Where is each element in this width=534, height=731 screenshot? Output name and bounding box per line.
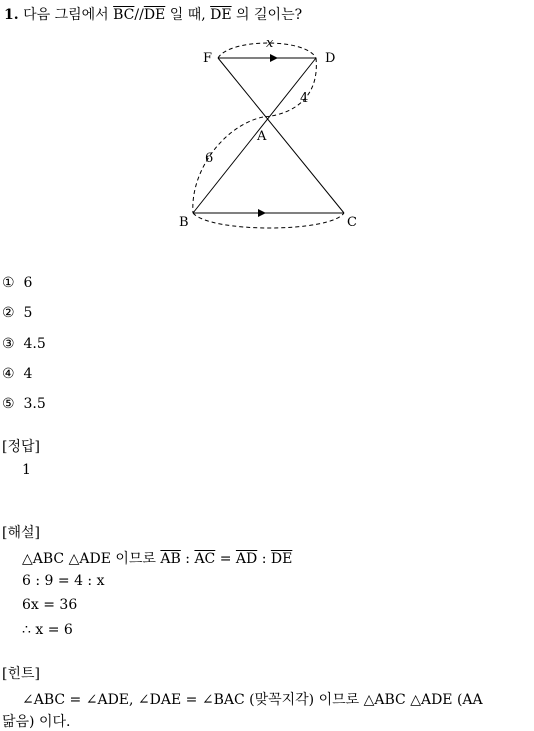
choice-1[interactable]: [2, 275, 32, 291]
label-a: A: [257, 129, 267, 144]
geometry-figure: [170, 30, 370, 240]
choice-2[interactable]: [2, 305, 32, 321]
question-text-mid: 일 때,: [165, 7, 211, 23]
label-length-x: x: [266, 36, 274, 51]
choice-5[interactable]: [2, 396, 46, 412]
arrow-fd: [270, 54, 278, 62]
arc-6: [193, 117, 263, 213]
segment-fc: [218, 58, 344, 213]
question-number: 1.: [4, 7, 19, 23]
explanation-line-4: ∴ x = 6: [22, 622, 73, 638]
colon: :: [180, 551, 195, 567]
choice-3[interactable]: [2, 336, 46, 352]
choice-value: 5: [23, 305, 33, 321]
answer-heading: [정답]: [2, 439, 40, 455]
segment-bc: $\overline{BC}$: [113, 7, 135, 23]
hint-line-2: 닮음) 이다.: [2, 714, 71, 730]
choice-value: 3.5: [23, 396, 46, 412]
explanation-line-2: 6 : 9 = 4 : x: [22, 573, 105, 589]
arrow-bc: [258, 209, 266, 217]
choice-mark: ③: [2, 336, 15, 352]
choice-mark: ④: [2, 366, 15, 382]
explanation-line-3: 6x = 36: [22, 597, 78, 613]
arc-bc: [193, 213, 344, 228]
choice-value: 6: [23, 275, 33, 291]
explanation-line-1: [22, 548, 292, 568]
choice-value: 4.5: [23, 336, 46, 352]
triangle-abc: △ABC: [22, 551, 65, 567]
choice-value: 4: [23, 366, 33, 382]
segment-ad: $\overline{AD}$: [235, 551, 258, 567]
explanation-heading: [해설]: [2, 525, 40, 541]
explanation-text: 이므로: [110, 551, 161, 567]
hint-line-1: ∠ABC = ∠ADE, ∠DAE = ∠BAC (맞꼭지각) 이므로 △ABC △ADE (AA: [22, 692, 483, 708]
segment-de: $\overline{DE}$: [143, 7, 166, 23]
label-d: D: [325, 51, 336, 66]
question-text-before: 다음 그림에서: [23, 7, 114, 23]
label-length-4: 4: [300, 91, 309, 106]
label-f: F: [203, 51, 213, 66]
choice-mark: ②: [2, 305, 15, 321]
label-b: B: [179, 215, 189, 230]
equals: =: [215, 551, 236, 567]
question-line: [4, 4, 302, 24]
colon: :: [257, 551, 271, 567]
choice-4[interactable]: [2, 366, 32, 382]
segment-ab: $\overline{AB}$: [160, 551, 181, 567]
label-length-6: 6: [205, 151, 214, 166]
label-c: C: [347, 215, 357, 230]
triangle-ade: △ADE: [68, 551, 111, 567]
parallel-symbol: //: [134, 7, 144, 23]
segment-de-target: $\overline{DE}$: [210, 7, 232, 23]
segment-ac: $\overline{AC}$: [194, 551, 216, 567]
hint-heading: [힌트]: [2, 666, 40, 682]
question-text-after: 의 길이는?: [231, 7, 303, 23]
segment-de-ratio: $\overline{DE}$: [270, 551, 293, 567]
segment-db: [193, 58, 316, 213]
answer-value: 1: [22, 462, 31, 478]
choice-mark: ①: [2, 275, 15, 291]
choice-mark: ⑤: [2, 396, 15, 412]
